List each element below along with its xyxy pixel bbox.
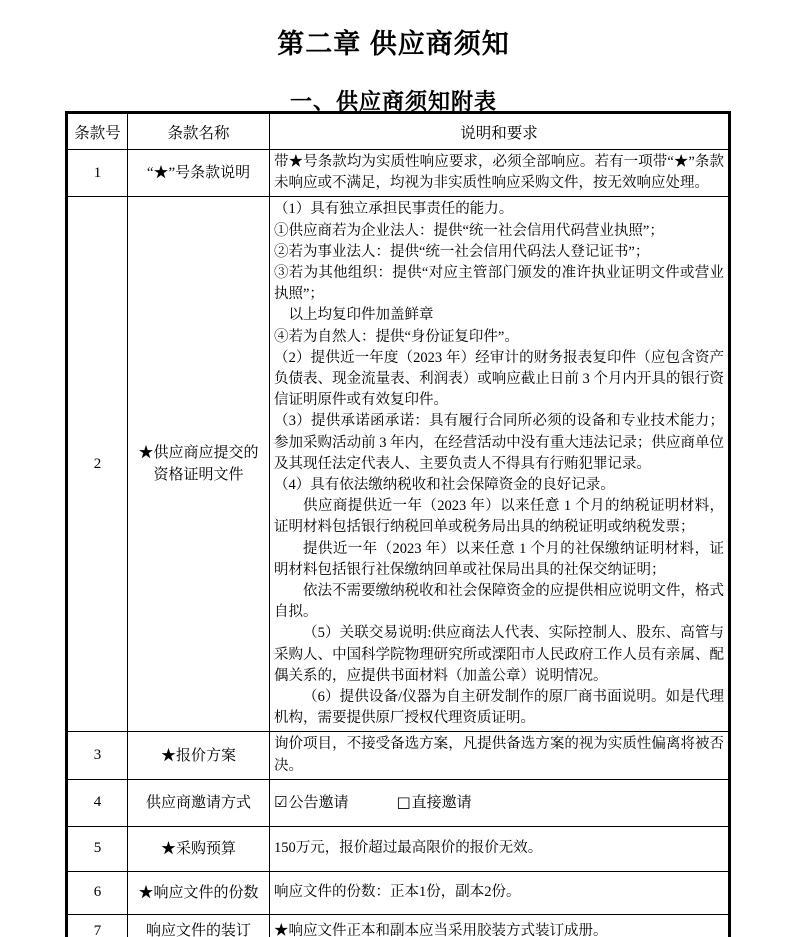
desc-paragraph: （4）具有依法缴纳税收和社会保障资金的良好记录。: [274, 477, 615, 494]
desc-paragraph: ①供应商若为企业法人：提供“统一社会信用代码营业执照”；: [274, 222, 664, 239]
description-cell: [270, 826, 730, 871]
desc-paragraph: 以上均复印件加盖鲜章: [288, 307, 434, 324]
clause-no-cell: 3: [67, 732, 128, 779]
checkbox-label: 公告邀请: [288, 794, 349, 811]
supplier-notice-table: [65, 111, 731, 937]
clause-name-cell: ★响应文件的份数: [128, 871, 270, 914]
desc-paragraph: （6）提供设备/仪器为自主研发制作的原厂商书面说明。如是代理机构，需要提供原厂授权代理资质证明。: [274, 689, 724, 727]
desc-paragraph: ★响应文件正本和副本应当采用胶装方式装订成册。: [274, 922, 608, 937]
chapter-title: 第二章 供应商须知: [277, 29, 510, 59]
clause-no-cell: 1: [67, 150, 128, 197]
clause-no-cell: 7: [67, 914, 128, 937]
col-header-clause-no: 条款号: [67, 113, 128, 150]
desc-paragraph: 依法不需要缴纳税收和社会保障资金的应提供相应说明文件，格式自拟。: [274, 583, 724, 621]
clause-name-cell: ★采购预算: [128, 826, 270, 871]
table-row: [67, 197, 730, 732]
clause-name-cell: ★报价方案: [128, 732, 270, 779]
desc-paragraph: 询价项目，不接受备选方案，凡提供备选方案的视为实质性偏离将被否决。: [274, 736, 724, 774]
description-cell: [270, 150, 730, 197]
col-header-clause-name: 条款名称: [128, 113, 270, 150]
table-row: [67, 779, 730, 826]
desc-paragraph: （5）关联交易说明:供应商法人代表、实际控制人、股东、高管与采购人、中国科学院物理研究所或溧阳市人民政府工作人员有亲属、配偶关系的，应提供书面材料（加盖公章）说明情况。: [274, 625, 724, 684]
col-header-description: 说明和要求: [270, 113, 730, 150]
clause-name-cell: ★供应商应提交的资格证明文件: [128, 197, 270, 732]
description-cell: [270, 779, 730, 826]
description-cell: [270, 914, 730, 937]
desc-paragraph: 供应商提供近一年（2023 年）以来任意 1 个月的纳税证明材料，证明材料包括银行纳税回单或税务局出具的纳税证明或纳税发票；: [274, 498, 724, 536]
desc-paragraph: （3）提供承诺函承诺：具有履行合同所必须的设备和专业技术能力；参加采购活动前 3 年内，在经营活动中没有重大违法记录；供应商单位及其现任法定代表人、主要负责人不得具有行贿犯罪记录。: [274, 413, 724, 472]
desc-paragraph: ③若为其他组织：提供“对应主管部门颁发的准许执业证明文件或营业执照”；: [274, 265, 724, 303]
desc-paragraph: 150万元，报价超过最高限价的报价无效。: [274, 840, 543, 857]
table-row: [67, 871, 730, 914]
checkbox-label: 直接邀请: [411, 794, 472, 811]
table-header-row: [67, 113, 730, 150]
clause-name-cell: 响应文件的装订: [128, 914, 270, 937]
checkbox-unchecked-icon: □: [396, 792, 411, 811]
desc-paragraph: 响应文件的份数：正本1份，副本2份。: [274, 884, 521, 901]
description-cell: [270, 732, 730, 779]
description-cell: [270, 871, 730, 914]
clause-no-cell: 5: [67, 826, 128, 871]
desc-paragraph: ④若为自然人：提供“身份证复印件”。: [274, 328, 519, 345]
desc-paragraph: 带★号条款均为实质性响应要求，必须全部响应。若有一项带“★”条款未响应或不满足，均视为非实质性响应采购文件，按无效响应处理。: [274, 154, 724, 192]
section-title: 一、供应商须知附表: [289, 89, 497, 114]
table-row: [67, 732, 730, 779]
checkbox-checked-icon: ☑: [274, 792, 288, 811]
desc-paragraph: （2）提供近一年度（2023 年）经审计的财务报表复印件（应包含资产负债表、现金流量表、利润表）或响应截止日前 3 个月内开具的银行资信证明原件或有效复印件。: [274, 349, 724, 409]
table-row: [67, 150, 730, 197]
checkbox-option: [396, 792, 471, 814]
desc-paragraph: （1）具有独立承担民事责任的能力。: [274, 201, 514, 218]
desc-paragraph: ②若为事业法人：提供“统一社会信用代码法人登记证书”；: [274, 243, 650, 260]
table-row: [67, 914, 730, 937]
clause-no-cell: 4: [67, 779, 128, 826]
description-cell: [270, 197, 730, 732]
checkbox-option: [274, 792, 348, 814]
desc-paragraph: 提供近一年（2023 年）以来任意 1 个月的社保缴纳证明材料，证明材料包括银行社保缴纳回单或社保局出具的社保交纳证明；: [274, 540, 724, 578]
clause-no-cell: 2: [67, 197, 128, 732]
clause-name-cell: “★”号条款说明: [128, 150, 270, 197]
clause-name-cell: 供应商邀请方式: [128, 779, 270, 826]
table-header: [67, 113, 730, 150]
clause-no-cell: 6: [67, 871, 128, 914]
table-body: [67, 150, 730, 937]
table-row: [67, 826, 730, 871]
